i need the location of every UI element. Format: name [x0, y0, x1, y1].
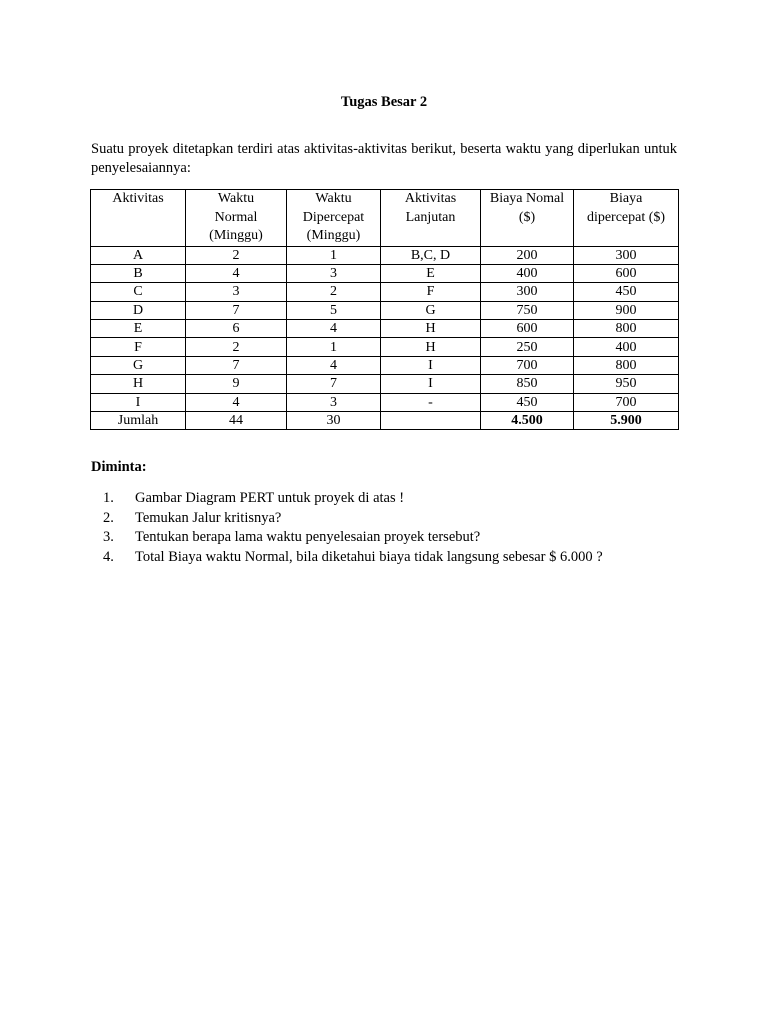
table-cell: E: [381, 264, 481, 282]
total-empty-cell: [381, 412, 481, 430]
table-cell: 750: [481, 301, 574, 319]
table-cell: 400: [481, 264, 574, 282]
table-cell: 4: [287, 320, 381, 338]
table-cell: 2: [186, 338, 287, 356]
header-aktivitas: Aktivitas: [91, 190, 186, 247]
table-cell: 900: [574, 301, 679, 319]
table-cell: -: [381, 393, 481, 411]
table-cell: A: [91, 246, 186, 264]
document-title: Tugas Besar 2: [340, 94, 428, 110]
table-cell: 450: [574, 283, 679, 301]
table-cell: 3: [287, 264, 381, 282]
table-cell: 5: [287, 301, 381, 319]
total-waktu-dipercepat-cell: 30: [287, 412, 381, 430]
diminta-heading: Diminta:: [91, 459, 147, 475]
table-cell: G: [91, 356, 186, 374]
table-cell: 2: [287, 283, 381, 301]
table-cell: 300: [574, 246, 679, 264]
list-item-text: Temukan Jalur kritisnya?: [135, 509, 282, 526]
list-item: [91, 489, 603, 509]
table-cell: 450: [481, 393, 574, 411]
activity-table: [90, 189, 679, 430]
table-cell: 600: [481, 320, 574, 338]
table-cell: B,C, D: [381, 246, 481, 264]
table-cell: 2: [186, 246, 287, 264]
table-cell: 400: [574, 338, 679, 356]
header-waktu-normal: Waktu Normal (Minggu): [186, 190, 287, 247]
table-cell: G: [381, 301, 481, 319]
list-item: [91, 528, 603, 548]
table-cell: 700: [481, 356, 574, 374]
table-cell: I: [91, 393, 186, 411]
table-cell: B: [91, 264, 186, 282]
header-biaya-dipercepat: Biaya dipercepat ($): [574, 190, 679, 247]
header-biaya-nomal: Biaya Nomal ($): [481, 190, 574, 247]
table-cell: 950: [574, 375, 679, 393]
table-cell: 700: [574, 393, 679, 411]
table-row: [91, 246, 679, 264]
table-cell: 800: [574, 320, 679, 338]
table-cell: 250: [481, 338, 574, 356]
table-cell: 3: [186, 283, 287, 301]
total-biaya-dipercepat-cell: 5.900: [574, 412, 679, 430]
list-item-text: Total Biaya waktu Normal, bila diketahui biaya tidak langsung sebesar $ 6.000 ?: [135, 548, 603, 565]
table-cell: 3: [287, 393, 381, 411]
table-cell: 1: [287, 246, 381, 264]
table-row: [91, 393, 679, 411]
table-cell: I: [381, 356, 481, 374]
table-cell: H: [381, 338, 481, 356]
table-cell: 7: [186, 356, 287, 374]
table-cell: F: [91, 338, 186, 356]
table-cell: 7: [287, 375, 381, 393]
table-row: [91, 283, 679, 301]
table-cell: C: [91, 283, 186, 301]
list-item-number: 2.: [103, 509, 114, 526]
table-cell: 6: [186, 320, 287, 338]
table-cell: I: [381, 375, 481, 393]
list-item: [91, 548, 603, 568]
list-item-text: Tentukan berapa lama waktu penyelesaian proyek tersebut?: [135, 529, 481, 545]
table-cell: 300: [481, 283, 574, 301]
table-row: [91, 320, 679, 338]
table-cell: 800: [574, 356, 679, 374]
table-cell: E: [91, 320, 186, 338]
total-biaya-nomal-cell: 4.500: [481, 412, 574, 430]
table-cell: D: [91, 301, 186, 319]
table-cell: 4: [287, 356, 381, 374]
table-row: [91, 301, 679, 319]
header-waktu-dipercepat: Waktu Dipercepat (Minggu): [287, 190, 381, 247]
table-cell: 200: [481, 246, 574, 264]
list-item-number: 4.: [103, 548, 114, 565]
table-cell: 600: [574, 264, 679, 282]
header-aktivitas-lanjutan: Aktivitas Lanjutan: [381, 190, 481, 247]
table-cell: 7: [186, 301, 287, 319]
table-total-row: [91, 412, 679, 430]
total-label-cell: Jumlah: [91, 412, 186, 430]
table-cell: F: [381, 283, 481, 301]
table-cell: 4: [186, 393, 287, 411]
intro-paragraph: Suatu proyek ditetapkan terdiri atas aktivitas-aktivitas berikut, beserta waktu yang diperlukan untuk penyelesaiannya:: [91, 141, 677, 176]
table-cell: 850: [481, 375, 574, 393]
list-item-text: Gambar Diagram PERT untuk proyek di atas !: [135, 490, 405, 506]
table-header-row: [91, 190, 679, 247]
list-item-number: 3.: [103, 529, 114, 545]
total-waktu-normal-cell: 44: [186, 412, 287, 430]
table-cell: H: [91, 375, 186, 393]
table-cell: 4: [186, 264, 287, 282]
table-row: [91, 356, 679, 374]
table-row: [91, 375, 679, 393]
table-cell: H: [381, 320, 481, 338]
table-cell: 1: [287, 338, 381, 356]
task-list: [91, 489, 603, 567]
table-row: [91, 264, 679, 282]
table-cell: 9: [186, 375, 287, 393]
table-row: [91, 338, 679, 356]
list-item-number: 1.: [103, 490, 114, 506]
list-item: [91, 509, 603, 529]
